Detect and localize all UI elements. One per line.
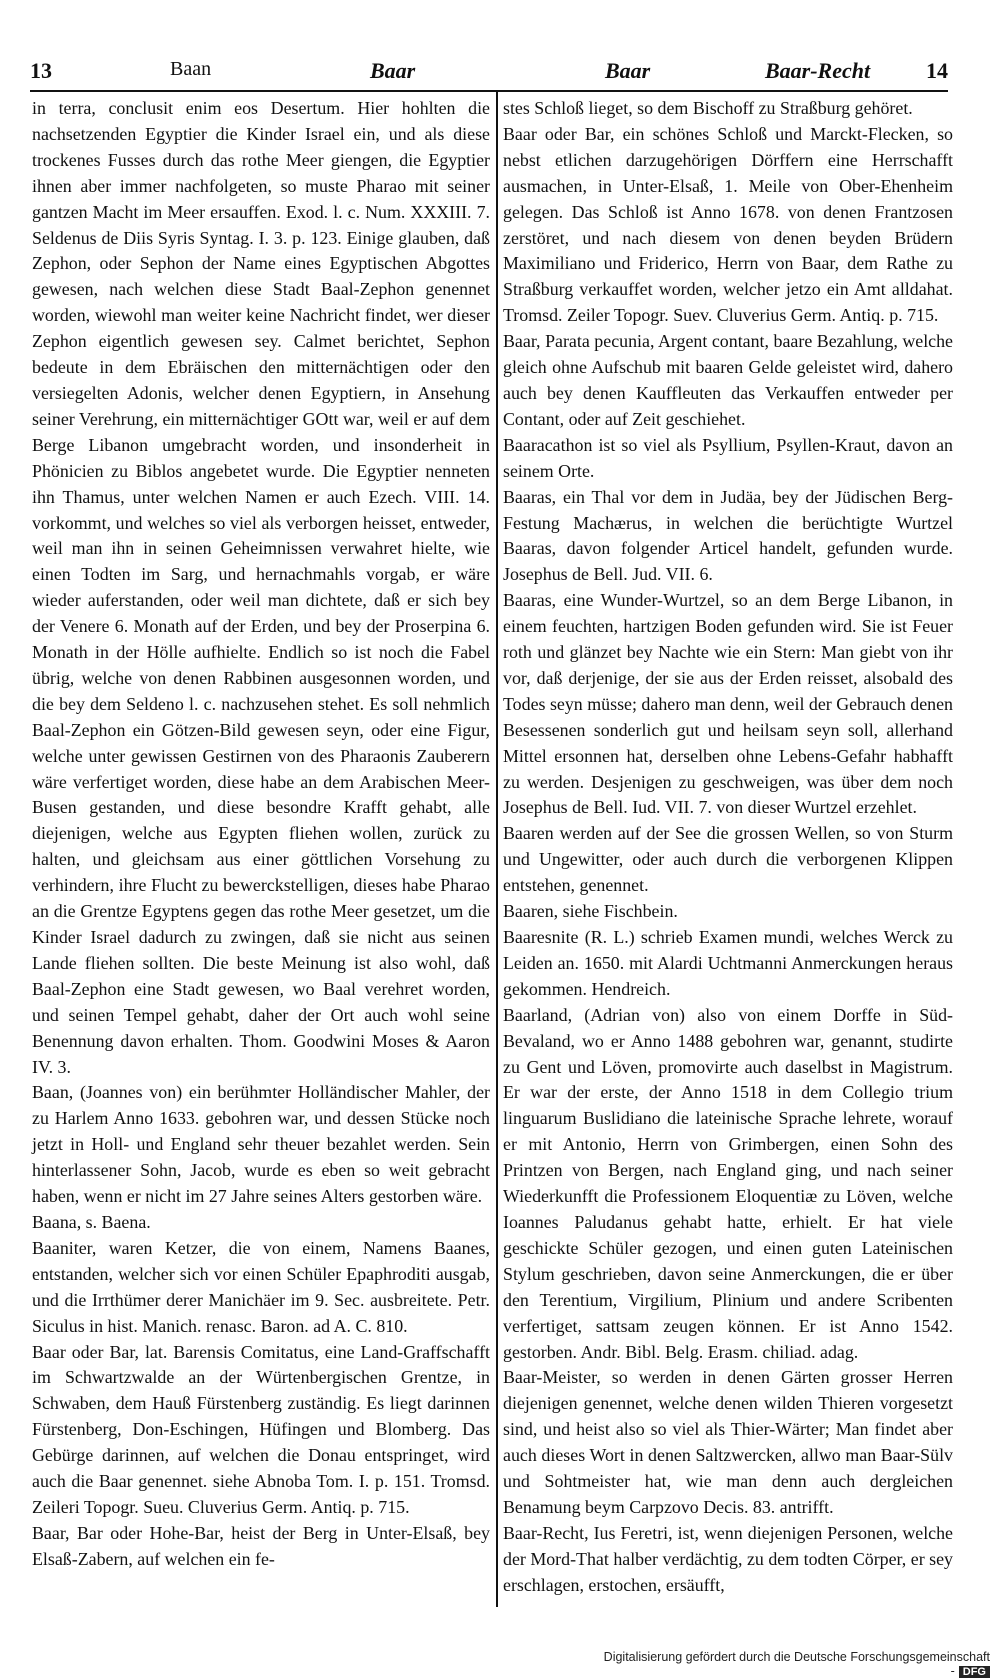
- entry-paragraph: Baaras, eine Wunder-Wurtzel, so an dem Berge Libanon, in einem feuchten, hartzigen Boden gefunden wird. Sie ist Feuer roth und glänzet bey Nachte wie ein Stern: Man giebt von ihr vor, daß derjenige, der sie aus der Erden reisset, alsobald des Todes seyn müsse; dahero man denn, weil der Gebrauch denen Besessenen sonderlich gut und heilsam seyn soll, allerhand Mittel ersonnen hat, derselben ohne Lebens-Gefahr habhafft zu werden. Desjenigen zu geschweigen, was über dem noch Josephus de Bell. Iud. VII. 7. von dieser Wurtzel erzehlet.: [503, 590, 953, 818]
- entry-paragraph: Baaracathon ist so viel als Psyllium, Psyllen-Kraut, davon an seinem Orte.: [503, 434, 953, 481]
- entry-paragraph: stes Schloß lieget, so dem Bischoff zu Straßburg gehöret.: [503, 98, 913, 118]
- entry-paragraph: Baan, (Joannes von) ein berühmter Holländischer Mahler, der zu Harlem Anno 1633. gebohren war, und dessen Stücke noch jetzt in Holl- und England sehr theuer bezahlet werden. Sein hinterlassener Sohn, Jacob, wurde es eben so weit gebracht haben, wenn er nicht im 27 Jahre seines Alters gestorben wäre.: [32, 1082, 490, 1207]
- entry-paragraph: Baaren werden auf der See die grossen Wellen, so von Sturm und Ungewitter, oder auch durch die verborgenen Klippen entstehen, genennet.: [503, 823, 953, 896]
- running-title-1: Baan: [170, 58, 212, 80]
- left-column: [32, 96, 490, 1573]
- entry-paragraph: Baaren, siehe Fischbein.: [503, 901, 678, 922]
- entry-paragraph: Baar oder Bar, ein schönes Schloß und Marckt-Flecken, so nebst etlichen darzugehörigen Dörffern eine Herrschafft ausmachen, in Unter-Elsaß, 1. Meile von Ober-Ehenheim gelegen. Das Schloß ist Anno 1678. von denen Frantzosen zerstöret, und nach diesem von denen beyden Brüdern Maximiliano und Friderico, Herrn von Baar, dem Rathe zu Straßburg verkauffet worden, welcher jetzo ein Amt alldahat. Tromsd. Zeiler Topogr. Suev. Cluverius Germ. Antiq. p. 715.: [503, 123, 953, 326]
- right-column: [503, 96, 953, 1599]
- entry-paragraph: Baar oder Bar, lat. Barensis Comitatus, eine Land-Graffschafft im Schwartzwalde an der Würtenbergischen Grentze, in Schwaben, dem Hauß Fürstenberg zuständig. Es liegt darinnen Fürstenberg, Don-Eschingen, Hüfingen und Blomberg. Das Gebürge darinnen, auf welchen die Donau entspringet, wird auch die Baar genennet. siehe Abnoba Tom. I. p. 151. Tromsd. Zeileri Topogr. Sueu. Cluverius Germ. Antiq. p. 715.: [32, 1341, 490, 1517]
- page-number-right: 14: [926, 58, 948, 83]
- credit-text: Digitalisierung gefördert durch die Deutsche Forschungsgemeinschaft -: [603, 1650, 990, 1678]
- page-header: [30, 54, 948, 92]
- entry-paragraph: Baana, s. Baena.: [32, 1211, 151, 1232]
- page-number-left: 13: [30, 58, 52, 83]
- entry-paragraph: Baar-Recht, Ius Feretri, ist, wenn diejenigen Personen, welche der Mord-That halber verdächtig, zu dem todten Cörper, er sey erschlagen, erstochen, ersäufft,: [503, 1522, 953, 1595]
- column-divider: [496, 92, 498, 1607]
- dfg-logo: DFG: [959, 1666, 990, 1678]
- entry-paragraph: in terra, conclusit enim eos Desertum. Hier hohlten die nachsetzenden Egyptier die Kinder Israel ein, und als diese trockenes Fusses durch das rothe Meer giengen, die Egyptier ihnen aber immer nachfolgeten, so muste Pharao mit seiner gantzen Macht im Meer ersauffen. Exod. l. c. Num. XXXIII. 7. Seldenus de Diis Syris Syntag. I. 3. p. 123. Einige glauben, daß Zephon, oder Sephon der Name eines Egyptischen Abgottes gewesen, nach welchen diese Stadt Baal-Zephon genennet worden, wiewohl man weiter keine Nachricht findet, wer dieser Zephon eigentlich gewesen sey. Calmet berichtet, Sephon bedeute in dem Ebräischen den mitternächtigen oder den versiegelten Adonis, welcher denen Egyptiern, in Ansehung seiner Verehrung, ein mitternächtiger GOtt war, weil er auf dem Berge Libanon umgebracht worden, und insonderheit in Phönicien zu Biblos angebetet wurde. Die Egyptier nenneten ihn Thamus, unter welchen Namen er auch Ezech. VIII. 14. vorkommt, und welches so viel als verborgen heisset, entweder, weil man ihn in seinen Geheimnissen verwahret hielte, wie einen Todten im Sarg, und hernachmahls vorgab, er wäre wieder auferstanden, oder weil man dichtete, daß er sich bey der Venere 6. Monath auf der Erden, und bey der Proserpina 6. Monath in der Hölle aufhielte. Endlich so ist noch die Fabel übrig, welche von denen Rabbinen ausgesonnen worden, und die bey dem Seldeno l. c. nachzusehen stehet. Es soll nehmlich Baal-Zephon ein Götzen-Bild gewesen seyn, oder eine Figur, welche unter gewissen Gestirnen von des Pharaonis Zauberern wäre verfertiget worden, diese habe an dem Arabischen Meer-Busen gestanden, und diese besondre Krafft gehabt, alle diejenigen, welche aus Egypten fliehen wollen, zurück zu halten, und gleichsam aus einer göttlichen Vorsehung zu verhindern, ihre Flucht zu bewerckstelligen, dieses habe Pharao an die Grentze Egyptens gegen das rothe Meer gesetzet, um die Kinder Israel dadurch zu zwingen, daß sie nicht aus seinen Lande fliehen sollten. Die beste Meinung ist also wohl, daß Baal-Zephon eine Stadt gewesen, wo Baal verehret worden, und seinen Tempel gehabt, daher der Ort auch wohl seine Benennung davon erhalten. Thom. Goodwini Moses & Aaron IV. 3.: [32, 98, 490, 1077]
- entry-paragraph: Baar, Bar oder Hohe-Bar, heist der Berg in Unter-Elsaß, bey Elsaß-Zabern, auf welchen ein fe-: [32, 1522, 490, 1569]
- entry-paragraph: Baarland, (Adrian von) also von einem Dorffe in Süd-Bevaland, wo er Anno 1488 gebohren war, genannt, studirte zu Gent und Löven, promovirte auch daselbst in Magistrum. Er war der erste, der Anno 1518 in dem Collegio trium linguarum Buslidiano die lateinische Sprache lehrete, worauf er mit Antonio, Herrn von Grimbergen, einen Sohn des Printzen von Bergen, nach England ging, und nach seiner Wiederkunfft die Professionem Eloquentiæ zu Löven, welche Ioannes Paludanus gehabt hatte, erhielt. Er hat viele geschickte Schüler gezogen, und einen guten Lateinischen Stylum geschrieben, davon seine Anmerckungen, die er über den Terentium, Virgilium, Plinium und andere Scribenten verfertiget, sattsam zeugen können. Er ist Anno 1542. gestorben. Andr. Bibl. Belg. Erasm. chiliad. adag.: [503, 1004, 953, 1362]
- running-title-4: Baar-Recht: [765, 58, 871, 83]
- digitization-credit: [600, 1650, 990, 1678]
- running-title-3: Baar: [605, 58, 651, 83]
- entry-paragraph: Baaresnite (R. L.) schrieb Examen mundi, welches Werck zu Leiden an. 1650. mit Alardi Uchtmanni Anmerckungen heraus gekommen. Hendreich.: [503, 927, 953, 999]
- entry-paragraph: Baaras, ein Thal vor dem in Judäa, bey der Jüdischen Berg-Festung Machærus, in welchen die berüchtigte Wurtzel Baaras, davon folgender Articel handelt, gefunden wurde. Josephus de Bell. Jud. VII. 6.: [503, 486, 953, 585]
- entry-paragraph: Baar-Meister, so werden in denen Gärten grosser Herren diejenigen genennet, welche denen wilden Thieren vorgesetzt sind, und heist also so viel als Thier-Wärter; Man findet aber auch dieses Wort in denen Saltzwercken, allwo man Baar-Sülv und Sohtmeister hat, wie man denn auch dergleichen Benamung beym Carpzovo Decis. 83. antrifft.: [503, 1367, 953, 1517]
- entry-paragraph: Baar, Parata pecunia, Argent contant, baare Bezahlung, welche gleich ohne Aufschub mit baaren Gelde geleistet wird, dahero auch bey denen Kauffleuten das Verkauffen entweder per Contant, oder auf Zeit geschiehet.: [503, 331, 953, 429]
- running-title-2: Baar: [370, 58, 416, 83]
- entry-paragraph: Baaniter, waren Ketzer, die von einem, Namens Baanes, entstanden, welcher sich vor einen Schüler Epaphroditi ausgab, und die Irrthümer derer Manichäer im 9. Sec. ausbreitete. Petr. Siculus in hist. Manich. renasc. Baron. ad A. C. 810.: [32, 1237, 490, 1336]
